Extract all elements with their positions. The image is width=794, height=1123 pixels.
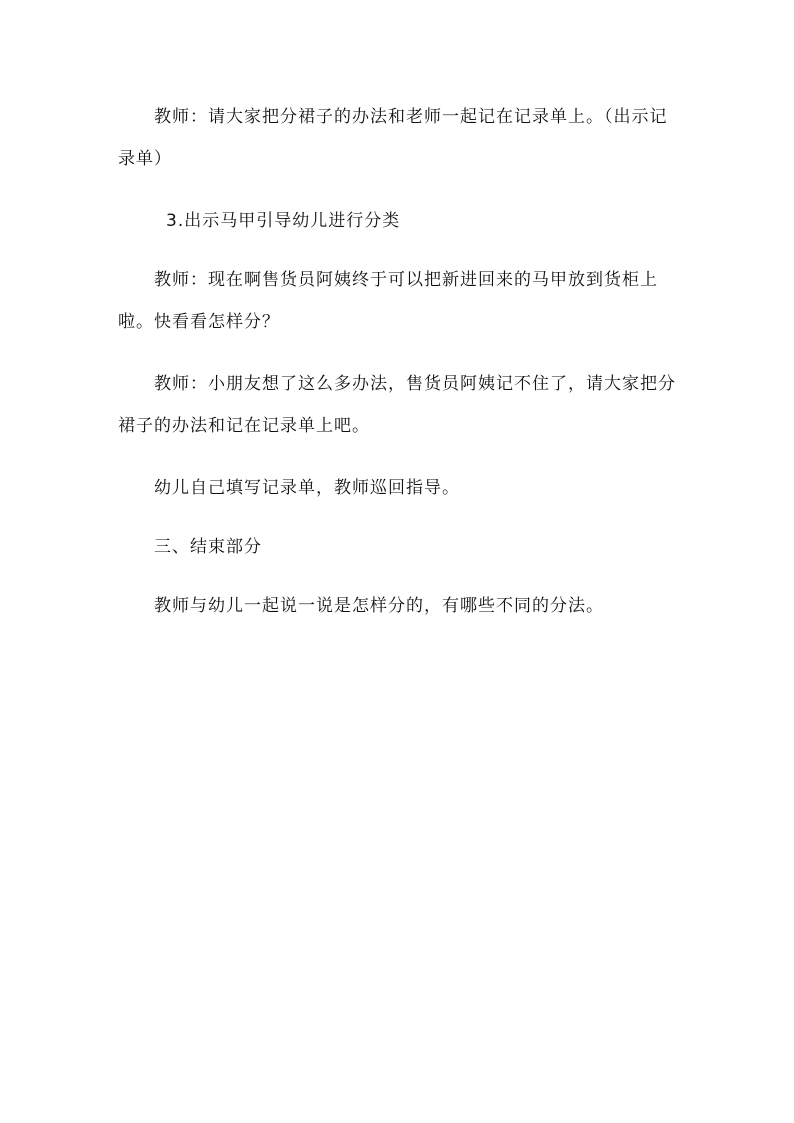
paragraph-children-fill-record: 幼儿自己填写记录单，教师巡回指导。 (154, 478, 460, 498)
section-heading-ending: 三、结束部分 (154, 537, 262, 557)
paragraph-show-vest-heading: 3.出示马甲引导幼儿进行分类 (166, 211, 401, 231)
paragraph-teacher-many-methods: 教师：小朋友想了这么多办法，售货员阿姨记不住了，请大家把分裙子的办法和记在记录单上吧。 (118, 374, 676, 436)
paragraph-teacher-record-skirt: 教师：请大家把分裙子的办法和老师一起记在记录单上。（出示记录单） (118, 107, 668, 169)
paragraph-teacher-vest-counter: 教师：现在啊售货员阿姨终于可以把新进回来的马甲放到货柜上啦。快看看怎样分？ (118, 270, 658, 332)
paragraph-teacher-children-discuss: 教师与幼儿一起说一说是怎样分的，有哪些不同的分法。 (154, 596, 604, 616)
